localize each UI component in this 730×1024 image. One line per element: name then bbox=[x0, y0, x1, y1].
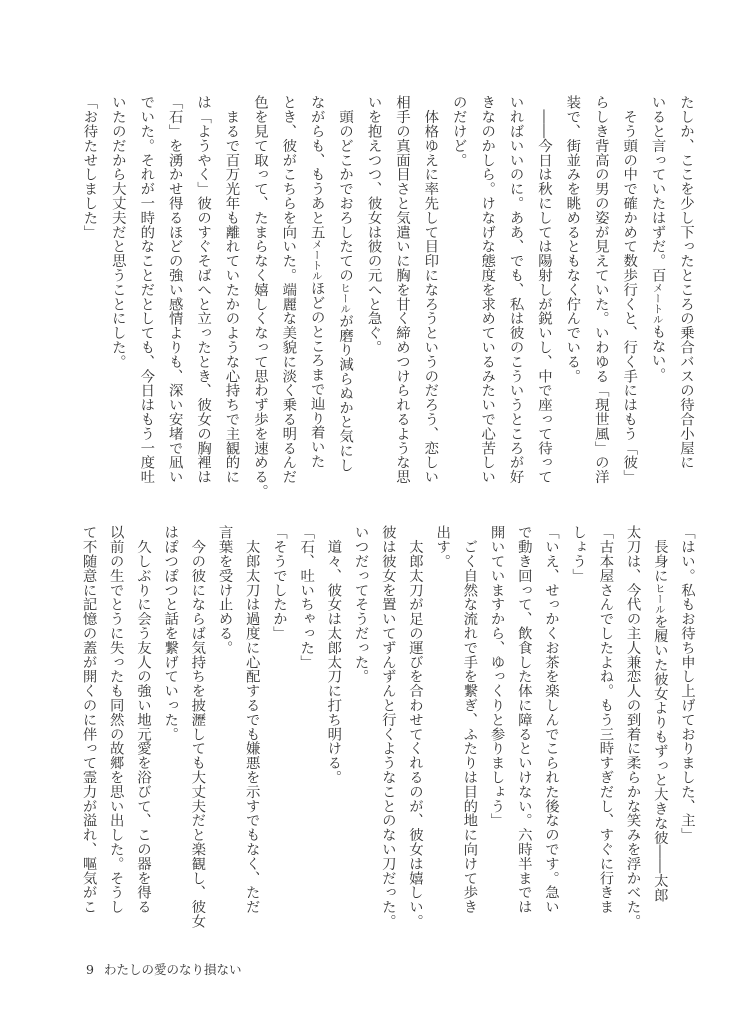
text-line: でいた。それが一時的なことだとしても、今日はもう一度吐 bbox=[138, 95, 155, 484]
text-line: いればいいのに。ああ、でも、私は彼のこういうところが好 bbox=[507, 95, 524, 484]
text-line: 「そうでしたか」 bbox=[270, 525, 287, 641]
text-line: は「ようやく」彼のすぐそばへと立ったとき、彼女の胸裡は bbox=[195, 95, 212, 484]
text-line: 「古本屋さんでしたよね。もう三時すぎだし、すぐに行きま bbox=[597, 525, 614, 914]
text-line: 装で、街並みを眺めるともなく佇んでいる。 bbox=[564, 95, 581, 383]
text-line: 開いていますから、ゆっくりと参りましょう」 bbox=[488, 525, 505, 828]
text-line: きなのかしら。けなげな態度を求めているみたいで心苦しい bbox=[479, 95, 496, 484]
text-line: て不随意に記憶の蓋が開くのに伴って霊力が溢れ、嘔気がこ bbox=[80, 525, 97, 914]
page-footer bbox=[86, 960, 241, 978]
text-line: 頭のどこかでおろしたてのヒールが磨り減らぬかと気にし bbox=[337, 95, 354, 473]
text-line: ながらも、もうあと五メートルほどのところまで辿り着いた bbox=[308, 95, 325, 469]
page-number: 9 bbox=[86, 962, 94, 977]
text-line: しょう」 bbox=[570, 525, 587, 583]
text-line: 体格ゆえに率先して目印になろうというのだろう、恋しい bbox=[422, 95, 439, 484]
text-line: のだけど。 bbox=[450, 95, 467, 167]
text-line: とき、彼がこちらを向いた。端麗な美貌に淡く乗る明るんだ bbox=[280, 95, 297, 484]
text-line: 言葉を受け止める。 bbox=[216, 525, 233, 655]
text-line: 以前の生でとうに失ったも同然の故郷を思い出した。そうし bbox=[107, 525, 124, 914]
text-line: いつだってそうだった。 bbox=[352, 525, 369, 684]
text-line: らしき背高の男の姿が見えていた。いわゆる「現世風」の洋 bbox=[592, 95, 609, 484]
text-line: 色を見て取って、たまらなく嬉しくなって思わず歩を速める。 bbox=[251, 95, 268, 499]
lower-text-block bbox=[80, 525, 700, 960]
text-line: ごく自然な流れで手を繋ぎ、ふたりは目的地に向けて歩き bbox=[461, 525, 478, 914]
text-line: 「石、吐いちゃった」 bbox=[298, 525, 315, 669]
text-line: 彼は彼女を置いてずんずんと行くようなことのない刀だった。 bbox=[379, 525, 396, 929]
text-line: ――今日は秋にしては陽射しが鋭いし、中で座って待って bbox=[535, 95, 552, 484]
text-line: 相手の真面目さと気遣いに胸を甘く締めつけられるような思 bbox=[393, 95, 410, 484]
text-line: 出す。 bbox=[434, 525, 451, 569]
text-line: はぽつぽつと話を繋げていった。 bbox=[162, 525, 179, 741]
text-line: いたのだから大丈夫だと思うことにした。 bbox=[109, 95, 126, 369]
text-line: いを抱えつつ、彼女は彼の元へと急ぐ。 bbox=[365, 95, 382, 355]
text-line: 「はい。私もお待ち申し上げておりました、主」 bbox=[679, 525, 695, 842]
text-line: 長身にヒールを履いた彼女よりもずっと大きな彼――太郎 bbox=[651, 525, 668, 903]
text-line: 太郎太刀が足の運びを合わせてくれるのが、彼女は嬉しい。 bbox=[406, 525, 423, 929]
text-line: たしか、ここを少し下ったところの乗合バスの待合小屋に bbox=[678, 95, 694, 470]
text-line: で動き回って、飲食した体に障るといけない。六時半までは bbox=[515, 525, 532, 914]
text-line: 太郎太刀は過度に心配するでも嫌悪を示すでもなく、ただ bbox=[243, 525, 260, 914]
text-line: 太刀は、今代の主人兼恋人の到着に柔らかな笑みを浮かべた。 bbox=[624, 525, 641, 929]
text-line: 久しぶりに会う友人の強い地元愛を浴びて、この器を得る bbox=[134, 525, 151, 914]
running-title: わたしの愛のなり損ない bbox=[103, 962, 242, 977]
text-line: 「お待たせしました」 bbox=[81, 95, 98, 239]
text-line: 道々、彼女は太郎太刀に打ち明ける。 bbox=[325, 525, 342, 785]
text-line: まるで百万光年も離れていたかのような心持ちで主観的に bbox=[223, 95, 240, 484]
text-line: いると言っていたはずだ。百メートルもない。 bbox=[649, 95, 666, 382]
text-line: 「石」を湧かせ得るほどの強い感情よりも、深い安堵で凪い bbox=[166, 95, 183, 484]
text-line: そう頭の中で確かめて数歩行くと、行く手にはもう「彼」 bbox=[621, 95, 638, 484]
text-line: 「いえ、せっかくお茶を楽しんでこられた後なのです。急い bbox=[542, 525, 559, 914]
text-line: 今の彼にならば気持ちを披瀝しても大丈夫だと楽観し、彼女 bbox=[189, 525, 206, 929]
upper-text-block bbox=[81, 95, 700, 499]
